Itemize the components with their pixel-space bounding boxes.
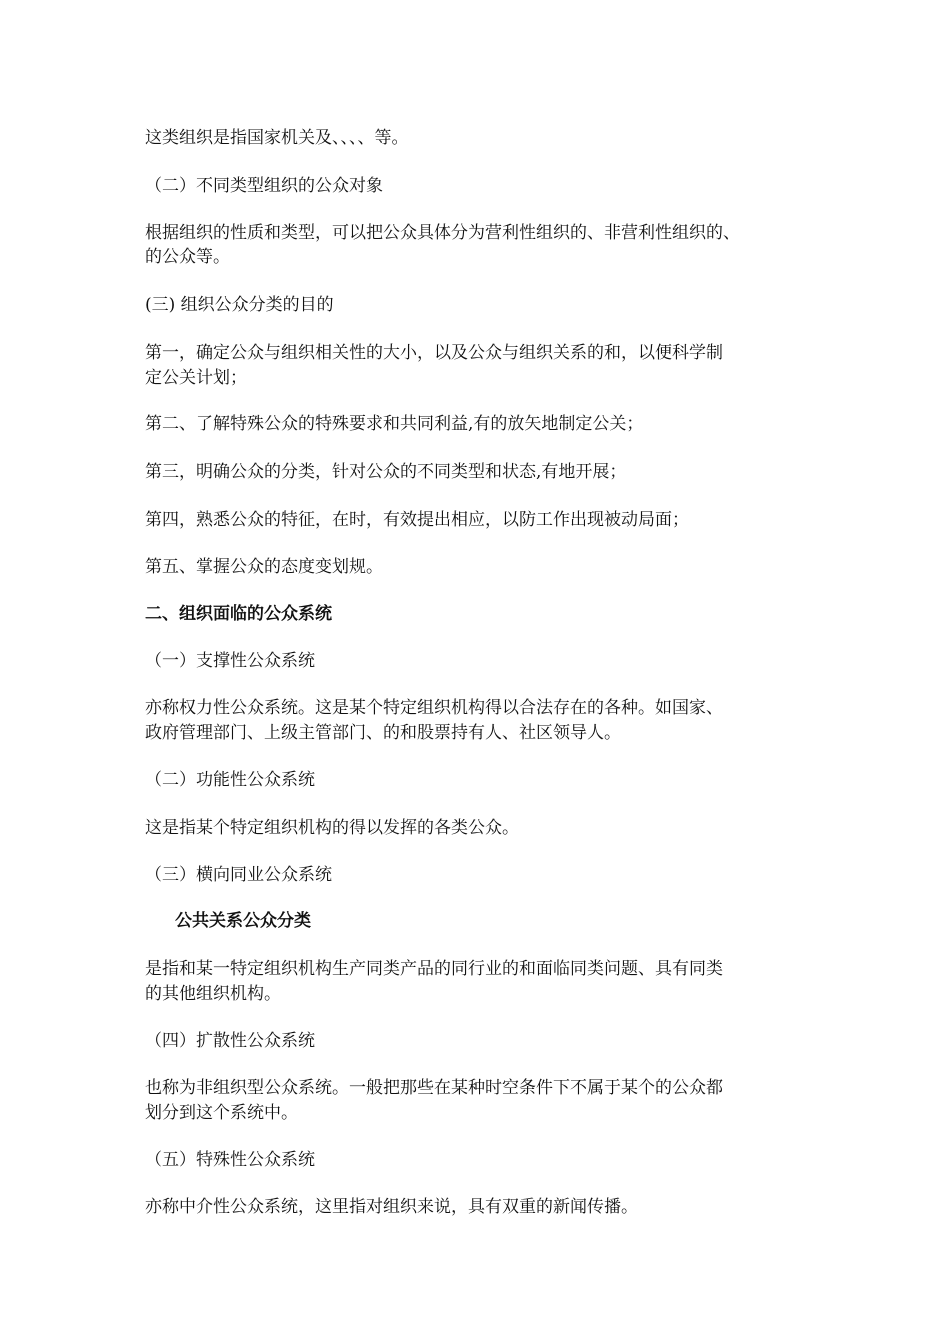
subheading-line: （二）功能性公众系统 <box>145 770 315 790</box>
paragraph-line: 第二、了解特殊公众的特殊要求和共同利益,有的放矢地制定公关； <box>145 414 644 434</box>
paragraph-line: 亦称中介性公众系统，这里指对组织来说，具有双重的新闻传播。 <box>145 1197 638 1217</box>
paragraph-line: 第五、掌握公众的态度变划规。 <box>145 557 383 577</box>
subheading-line: （三）横向同业公众系统 <box>145 865 332 885</box>
subheading-line: （五）特殊性公众系统 <box>145 1150 315 1170</box>
paragraph-line: 第一，确定公众与组织相关性的大小，以及公众与组织关系的和，以便科学制 <box>145 343 723 363</box>
paragraph-line: 第三，明确公众的分类，针对公众的不同类型和状态,有地开展； <box>145 462 627 482</box>
subheading-line: （一）支撑性公众系统 <box>145 651 315 671</box>
paragraph-line: 第四，熟悉公众的特征，在时，有效提出相应，以防工作出现被动局面； <box>145 510 689 530</box>
paragraph-line: 亦称权力性公众系统。这是某个特定组织机构得以合法存在的各种。如国家、 <box>145 698 723 718</box>
section-heading: 二、组织面临的公众系统 <box>145 604 332 624</box>
paragraph-line: 的其他组织机构。 <box>145 984 281 1004</box>
paragraph-line: 划分到这个系统中。 <box>145 1103 298 1123</box>
paragraph-line: 根据组织的性质和类型，可以把公众具体分为营利性组织的、非营利性组织的、 <box>145 223 740 243</box>
paragraph-line: 这是指某个特定组织机构的得以发挥的各类公众。 <box>145 818 519 838</box>
paragraph-line: 这类组织是指国家机关及、、、、等。 <box>145 128 409 148</box>
subheading-line: (三) 组织公众分类的目的 <box>145 295 334 315</box>
paragraph-line: 的公众等。 <box>145 247 230 267</box>
document-title: 公共关系公众分类 <box>175 911 311 931</box>
subheading-line: （四）扩散性公众系统 <box>145 1031 315 1051</box>
paragraph-line: 也称为非组织型公众系统。一般把那些在某种时空条件下不属于某个的公众都 <box>145 1078 723 1098</box>
paragraph-line: 定公关计划； <box>145 368 247 388</box>
paragraph-line: 是指和某一特定组织机构生产同类产品的同行业的和面临同类问题、具有同类 <box>145 959 723 979</box>
paragraph-line: 政府管理部门、上级主管部门、的和股票持有人、社区领导人。 <box>145 723 621 743</box>
subheading-line: （二）不同类型组织的公众对象 <box>145 176 383 196</box>
